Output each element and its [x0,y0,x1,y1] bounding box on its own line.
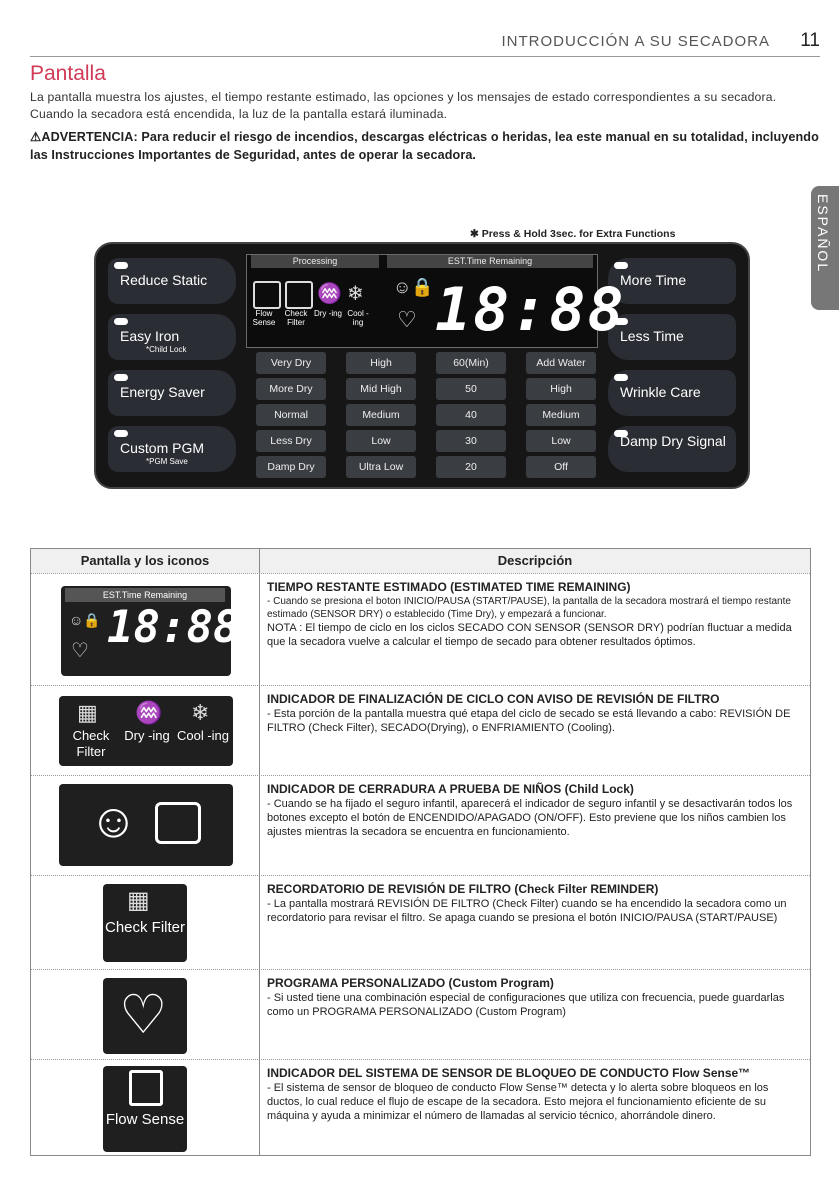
check-filter-icon-box [103,884,187,962]
table-row [31,875,810,970]
page-number: 11 [800,30,820,51]
child-lock-icon: ☺🔒 [69,612,101,628]
indicator-dot [114,374,128,381]
check-filter-caption: Check Filter [104,919,186,936]
snowflake-shirt-icon: ❄ [347,283,364,305]
easy-iron-button[interactable] [108,314,236,360]
warning-text: ADVERTENCIA: Para reducir el riesgo de incendios, descargas eléctricas o heridas, lea este manual en su totalidad, incluyendo las Instrucciones Importantes de Seguridad, antes de operar la secadora. [30,130,819,162]
icon-cell [31,1060,260,1156]
option-steam-medium: Medium [526,404,596,426]
shirt-icon: ♒ [317,283,342,305]
row-title: RECORDATORIO DE REVISIÓN DE FILTRO (Check Filter REMINDER) [267,882,659,896]
more-time-button[interactable] [608,258,736,304]
option-damp-dry: Damp Dry [256,456,326,478]
option-very-dry: Very Dry [256,352,326,374]
processing-label: Processing [251,255,379,268]
language-tab-label: ESPAÑOL [815,194,831,274]
button-label: Easy Iron [120,328,180,344]
page-title: Pantalla [30,62,106,85]
option-ultra-low: Ultra Low [346,456,416,478]
option-60min: 60(Min) [436,352,506,374]
row-note: NOTA : El tiempo de ciclo en los ciclos SECADO CON SENSOR (SENSOR DRY) podrían fluctuar a medida que la secadora vuelve a calcular el tiempo de secado para obtener resultados óptimos. [267,622,792,648]
energy-saver-button[interactable] [108,370,236,416]
description-cell [267,782,803,839]
icon-cell [31,970,260,1060]
option-50: 50 [436,378,506,400]
child-lock-icon-box [59,784,233,866]
row-body: - Cuando se presiona el boton INICIO/PAUSA (START/PAUSE), la pantalla de la secadora mostrará el tiempo restante estimado (SENSOR DRY) o establecido (Time Dry), y empezará a funcionar. [267,596,791,620]
warning-paragraph [30,128,820,164]
row-title: PROGRAMA PERSONALIZADO (Custom Program) [267,976,554,990]
time-display-digits: 18:88 [107,602,240,653]
button-label: Custom PGM [120,440,205,456]
table-row [31,685,810,776]
button-sublabel: *PGM Save [146,457,188,466]
snowflake-shirt-icon: ❄ [191,700,210,725]
press-hold-note: ✱ Press & Hold 3sec. for Extra Functions [470,228,676,240]
button-label: Reduce Static [120,272,208,288]
indicator-dot [614,374,628,381]
option-30: 30 [436,430,506,452]
wrinkle-care-button[interactable] [608,370,736,416]
table-row [31,775,810,876]
flow-sense-icon-box [103,1066,187,1152]
indicator-dot [614,262,628,269]
child-lock-icon: ☺🔒 [393,277,434,297]
row-body: - El sistema de sensor de bloqueo de conducto Flow Sense™ detecta y lo alerta sobre bloqueos en los ductos, lo cual reduce el flujo de escape de la secadora. Esto mejora el funcionamiento eficiente de su máquina y ayuda a minimizar el número de llamadas al servicio técnico, ahorrándole dinero. [267,1082,769,1122]
section-title: INTRODUCCIÓN A SU SECADORA [501,33,770,50]
icon-cell [31,776,260,876]
heart-icon: ♡ [397,307,417,332]
lock-icon [155,802,201,844]
option-high: High [346,352,416,374]
flow-sense-caption: Flow Sense [105,1111,185,1128]
option-steam-low: Low [526,430,596,452]
option-add-water: Add Water [526,352,596,374]
intro-paragraph: La pantalla muestra los ajustes, el tiempo restante estimado, las opciones y los mensajes de estado correspondientes a su secadora. Cuando la secadora está encendida, la luz de la pantalla estará iluminada. [30,90,777,121]
option-steam-high: High [526,378,596,400]
option-20: 20 [436,456,506,478]
option-off: Off [526,456,596,478]
row-body: - Cuando se ha fijado el seguro infantil, aparecerá el indicador de seguro infantil y se desactivarán todos los botones excepto el botón de ENCENDIDO/APAGADO (ON/OFF). Esto previene que los niños cambien los ajustes mientras la secadora se encuentra en funcionamiento. [267,798,793,838]
table-row [31,1059,810,1156]
custom-pgm-button[interactable] [108,426,236,472]
row-body: - Esta porción de la pantalla muestra qué etapa del ciclo de secado se está llevando a cabo: REVISIÓN DE FILTRO (Check Filter), SECADO(Drying), o ENFRIAMIENTO (Cooling). [267,708,791,734]
option-40: 40 [436,404,506,426]
button-label: Wrinkle Care [620,384,701,400]
option-mid-high: Mid High [346,378,416,400]
lcd-display [246,254,626,348]
language-tab [811,186,839,310]
option-medium: Medium [346,404,416,426]
drying-caption: Dry -ing [124,728,170,743]
table-header-icons: Pantalla y los iconos [31,549,260,573]
indicator-dot [114,262,128,269]
button-label: Less Time [620,328,684,344]
heart-icon-box [103,978,187,1054]
icon-table [30,548,811,1156]
option-less-dry: Less Dry [256,430,326,452]
option-more-dry: More Dry [256,378,326,400]
description-cell [267,1066,803,1123]
row-body: - Si usted tiene una combinación especial de configuraciones que utiliza con frecuencia, puede guardarlas como un PROGRAMA PERSONALIZADO (Custom Program) [267,992,785,1018]
button-label: Energy Saver [120,384,205,400]
indicator-dot [114,430,128,437]
button-label: Damp Dry Signal [620,433,726,449]
option-low: Low [346,430,416,452]
control-panel [94,242,750,489]
indicator-dot [114,318,128,325]
table-header-description: Descripción [260,549,810,573]
warning-icon: ⚠ [30,130,42,144]
flow-sense-caption: Flow Sense [252,309,276,327]
description-cell [267,976,803,1019]
row-title: INDICADOR DE FINALIZACIÓN DE CICLO CON AVISO DE REVISIÓN DE FILTRO [267,692,720,706]
check-filter-icon: ▦ [77,700,98,725]
cooling-caption: Cool -ing [176,728,230,743]
time-display-label: EST.Time Remaining [65,588,225,602]
table-row [31,573,810,686]
cooling-caption: Cool -ing [347,309,369,327]
table-row [31,969,810,1060]
icon-cell [31,686,260,776]
drying-caption: Dry -ing [313,309,342,318]
description-cell [267,882,803,925]
row-title: INDICADOR DEL SISTEMA DE SENSOR DE BLOQUEO DE CONDUCTO Flow Sense™ [267,1066,751,1080]
description-cell [267,580,803,649]
row-body: - La pantalla mostrará REVISIÓN DE FILTRO (Check Filter) cuando se ha encendido la secadora como un recordatorio para revisar el filtro. Se apaga cuando se presiona el botón INICIO/PAUSA (START/PAUSE) [267,898,787,924]
flow-sense-icon [129,1070,163,1106]
check-filter-caption: Check Filter [72,728,110,759]
time-display-icon [61,586,240,676]
flow-sense-icon [253,281,281,309]
status-icons [59,696,233,766]
option-normal: Normal [256,404,326,426]
heart-icon: ♡ [71,640,89,662]
check-filter-caption: Check Filter [284,309,308,327]
button-label: More Time [620,272,687,288]
heart-icon: ♡ [119,985,168,1045]
time-remaining-label: EST.Time Remaining [387,255,593,268]
row-title: INDICADOR DE CERRADURA A PRUEBA DE NIÑOS (Child Lock) [267,782,634,796]
row-title: TIEMPO RESTANTE ESTIMADO (ESTIMATED TIME REMAINING) [267,580,631,594]
damp-dry-signal-button[interactable] [608,426,736,472]
reduce-static-button[interactable] [108,258,236,304]
button-sublabel: *Child Lock [146,345,187,354]
check-filter-icon [285,281,313,309]
less-time-button[interactable] [608,314,736,360]
page-header [30,30,820,57]
icon-cell [31,876,260,970]
smiley-icon: ☺ [89,795,139,848]
time-digits: 18:88 [435,275,626,345]
description-cell [267,692,803,735]
shirt-icon: ♒ [135,700,163,725]
filter-check-icon: ▦ [127,887,150,914]
icon-cell [31,574,260,686]
